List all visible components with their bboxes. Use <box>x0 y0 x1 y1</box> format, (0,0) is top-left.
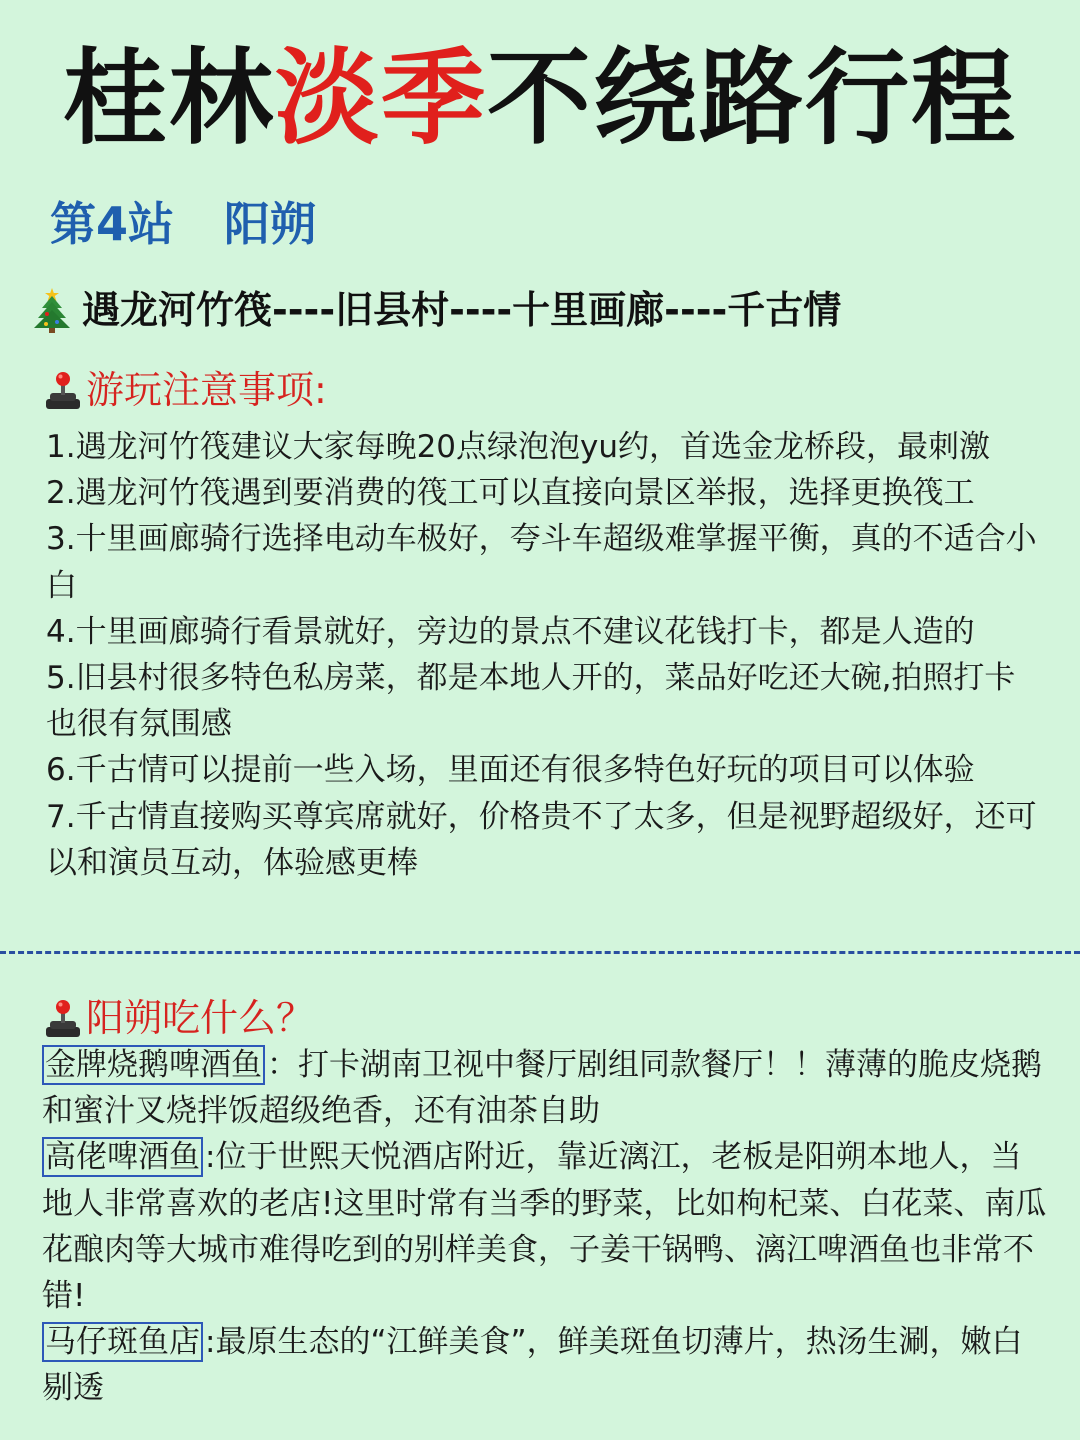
tips-list <box>46 424 1046 886</box>
title-highlight: 淡季 <box>274 37 487 159</box>
list-item: 7.千古情直接购买尊宾席就好，价格贵不了太多，但是视野超级好，还可以和演员互动，体验感更棒 <box>46 798 1037 881</box>
restaurant-desc: :最原生态的“江鲜美食”，鲜美斑鱼切薄片，热汤生涮，嫩白剔透 <box>42 1324 1023 1407</box>
route-text: 遇龙河竹筏----旧县村----十里画廊----千古情 <box>82 288 842 332</box>
food-heading-text: 阳朔吃什么？ <box>86 996 315 1040</box>
section-divider <box>0 951 1080 954</box>
restaurant-name: 高佬啤酒鱼 <box>42 1137 203 1177</box>
page-title <box>0 38 1080 158</box>
list-item <box>42 1042 1052 1134</box>
list-item: 6.千古情可以提前一些入场，里面还有很多特色好玩的项目可以体验 <box>46 752 975 789</box>
restaurant-desc: ：打卡湖南卫视中餐厅剧组同款餐厅！！薄薄的脆皮烧鹅和蜜汁叉烧拌饭超级绝香，还有油茶自助 <box>42 1047 1042 1130</box>
restaurant-name: 马仔斑鱼店 <box>42 1322 203 1362</box>
station-label: 第4站 <box>50 197 175 251</box>
list-item: 4.十里画廊骑行看景就好，旁边的景点不建议花钱打卡，都是人造的 <box>46 613 975 650</box>
list-item: 2.遇龙河竹筏遇到要消费的筏工可以直接向景区举报，选择更换筏工 <box>46 475 975 512</box>
list-item <box>42 1134 1052 1319</box>
list-item: 1.遇龙河竹筏建议大家每晚20点绿泡泡yu约，首选金龙桥段，最刺激 <box>46 429 991 465</box>
list-item: 3.十里画廊骑行选择电动车极好，夸斗车超级难掌握平衡，真的不适合小白 <box>46 521 1037 604</box>
joystick-icon <box>44 370 82 410</box>
station-place: 阳朔 <box>224 197 317 251</box>
food-heading <box>44 990 314 1046</box>
food-list <box>42 1042 1052 1412</box>
restaurant-name: 金牌烧鹅啤酒鱼 <box>42 1045 265 1085</box>
list-item: 5.旧县村很多特色私房菜，都是本地人开的，菜品好吃还大碗,拍照打卡也很有氛围感 <box>46 660 1016 743</box>
list-item <box>42 1319 1052 1411</box>
title-part2: 不绕路行程 <box>487 37 1018 159</box>
christmas-tree-icon <box>32 286 72 334</box>
tips-heading <box>44 362 327 418</box>
joystick-icon <box>44 998 82 1038</box>
tips-heading-text: 游玩注意事项: <box>86 368 327 412</box>
route-line <box>32 280 841 340</box>
title-part1: 桂林 <box>62 37 275 159</box>
station-heading <box>50 192 316 256</box>
restaurant-desc: :位于世熙天悦酒店附近，靠近漓江，老板是阳朔本地人，当地人非常喜欢的老店!这里时常有当季的野菜，比如枸杞菜、白花菜、南瓜花酿肉等大城市难得吃到的别样美食，子姜干锅鸭、漓江啤酒鱼也非常不错! <box>42 1139 1047 1315</box>
